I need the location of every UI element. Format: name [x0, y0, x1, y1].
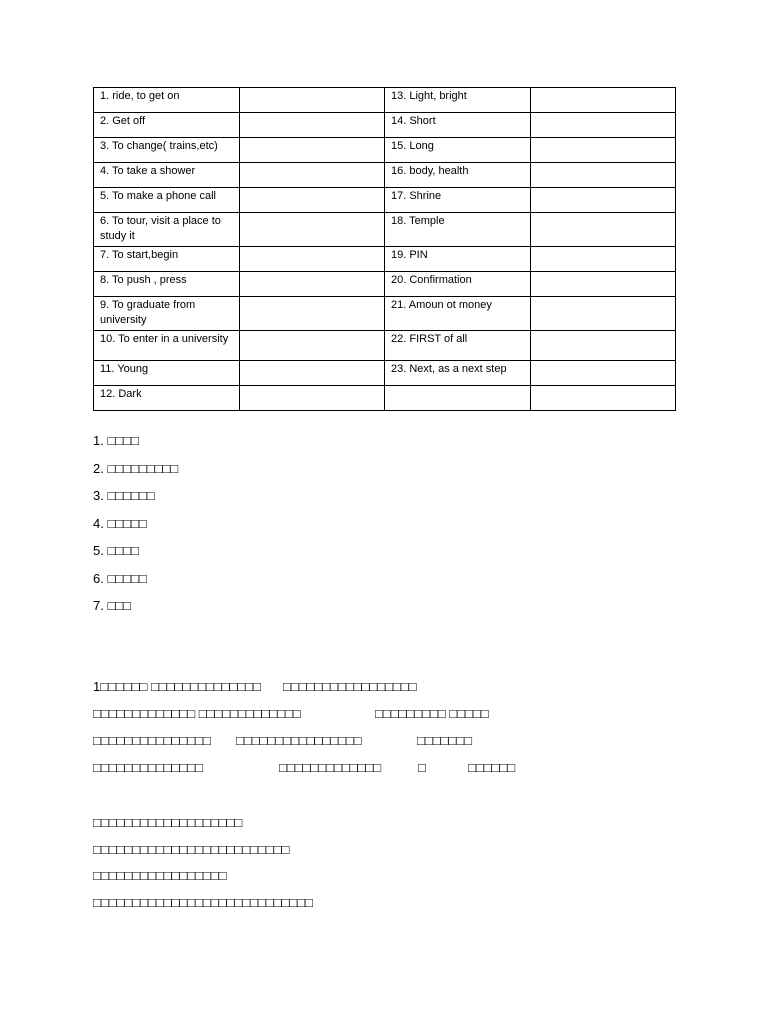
- table-row: [94, 138, 676, 163]
- list-item: 4. □□□□□: [93, 515, 147, 531]
- answer-cell: [239, 297, 385, 331]
- vocab-term-cell: 10. To enter in a university: [94, 331, 240, 361]
- list-item: 7. □□□: [93, 598, 132, 613]
- table-row: [94, 88, 676, 113]
- answer-cell: [239, 88, 385, 113]
- text-line: [93, 732, 693, 759]
- text-segment: □□□□□□□□□□□□□□□: [93, 733, 211, 748]
- text-segment: □□□□□□□□□□□□□: [279, 760, 382, 775]
- list-item: 1. □□□□: [93, 433, 139, 448]
- list-item: 3. □□□□□□: [93, 488, 155, 503]
- answer-cell: [530, 88, 676, 113]
- vocab-term-cell: 17. Shrine: [385, 188, 531, 213]
- table-row: [94, 331, 676, 361]
- paragraph-one: [93, 678, 693, 786]
- answer-cell: [530, 297, 676, 331]
- table-row: [94, 272, 676, 297]
- text-segment: 1□□□□□□ □□□□□□□□□□□□□□: [93, 679, 261, 694]
- text-segment: □□□□□□: [468, 760, 516, 775]
- answer-cell: [530, 163, 676, 188]
- vocab-term-cell: 13. Light, bright: [385, 88, 531, 113]
- text-segment: □□□□□□□□□□□□□ □□□□□□□□□□□□□: [93, 706, 301, 721]
- vocab-term-cell: 9. To graduate from university: [94, 297, 240, 331]
- answer-cell: [239, 272, 385, 297]
- vocab-term-cell: 7. To start,begin: [94, 247, 240, 272]
- table-row: [94, 113, 676, 138]
- text-segment: □□□□□□□□□ □□□□□: [375, 706, 489, 721]
- vocab-term-cell: 6. To tour, visit a place to study it: [94, 213, 240, 247]
- text-line: □□□□□□□□□□□□□□□□□: [93, 868, 227, 883]
- vocab-term-cell: 3. To change( trains,etc): [94, 138, 240, 163]
- text-line: [93, 678, 693, 705]
- vocab-term-cell: 1. ride, to get on: [94, 88, 240, 113]
- vocab-term-cell: [385, 386, 531, 411]
- list-item: 2. □□□□□□□□□: [93, 460, 179, 476]
- vocabulary-table: [93, 87, 676, 411]
- text-segment: □□□□□□□□□□□□□□□□□: [283, 679, 417, 694]
- vocab-term-cell: 20. Confirmation: [385, 272, 531, 297]
- answer-cell: [530, 213, 676, 247]
- answer-cell: [239, 113, 385, 138]
- answer-cell: [239, 361, 385, 386]
- answer-cell: [239, 247, 385, 272]
- text-line: [93, 705, 693, 732]
- vocab-term-cell: 8. To push , press: [94, 272, 240, 297]
- text-line: □□□□□□□□□□□□□□□□□□□: [93, 815, 243, 830]
- list-item: 6. □□□□□: [93, 570, 147, 586]
- numbered-list: [93, 432, 178, 625]
- text-segment: □: [418, 760, 426, 775]
- vocab-term-cell: 14. Short: [385, 113, 531, 138]
- vocab-term-cell: 22. FIRST of all: [385, 331, 531, 361]
- table-row: [94, 361, 676, 386]
- text-line: □□□□□□□□□□□□□□□□□□□□□□□□□: [93, 841, 290, 857]
- table-row: [94, 386, 676, 411]
- vocab-term-cell: 4. To take a shower: [94, 163, 240, 188]
- table-row: [94, 213, 676, 247]
- vocab-term-cell: 21. Amoun ot money: [385, 297, 531, 331]
- vocab-term-cell: 15. Long: [385, 138, 531, 163]
- list-item: 5. □□□□: [93, 543, 139, 558]
- paragraph-two: [93, 814, 693, 920]
- table-row: [94, 163, 676, 188]
- vocab-term-cell: 19. PIN: [385, 247, 531, 272]
- answer-cell: [530, 138, 676, 163]
- vocab-term-cell: 11. Young: [94, 361, 240, 386]
- table-row: [94, 188, 676, 213]
- table-row: [94, 247, 676, 272]
- answer-cell: [239, 386, 385, 411]
- text-segment: □□□□□□□□□□□□□□□□: [236, 733, 362, 748]
- answer-cell: [239, 213, 385, 247]
- answer-cell: [530, 386, 676, 411]
- text-line: □□□□□□□□□□□□□□□□□□□□□□□□□□□□: [93, 894, 313, 910]
- vocab-term-cell: 2. Get off: [94, 113, 240, 138]
- answer-cell: [239, 331, 385, 361]
- text-line: [93, 759, 693, 786]
- vocab-term-cell: 5. To make a phone call: [94, 188, 240, 213]
- answer-cell: [239, 188, 385, 213]
- answer-cell: [530, 331, 676, 361]
- answer-cell: [530, 113, 676, 138]
- vocab-term-cell: 23. Next, as a next step: [385, 361, 531, 386]
- text-segment: □□□□□□□: [417, 733, 472, 748]
- table-row: [94, 297, 676, 331]
- vocab-term-cell: 18. Temple: [385, 213, 531, 247]
- vocab-term-cell: 16. body, health: [385, 163, 531, 188]
- answer-cell: [530, 361, 676, 386]
- answer-cell: [530, 247, 676, 272]
- answer-cell: [530, 188, 676, 213]
- answer-cell: [239, 163, 385, 188]
- vocab-term-cell: 12. Dark: [94, 386, 240, 411]
- answer-cell: [239, 138, 385, 163]
- answer-cell: [530, 272, 676, 297]
- text-segment: □□□□□□□□□□□□□□: [93, 760, 203, 775]
